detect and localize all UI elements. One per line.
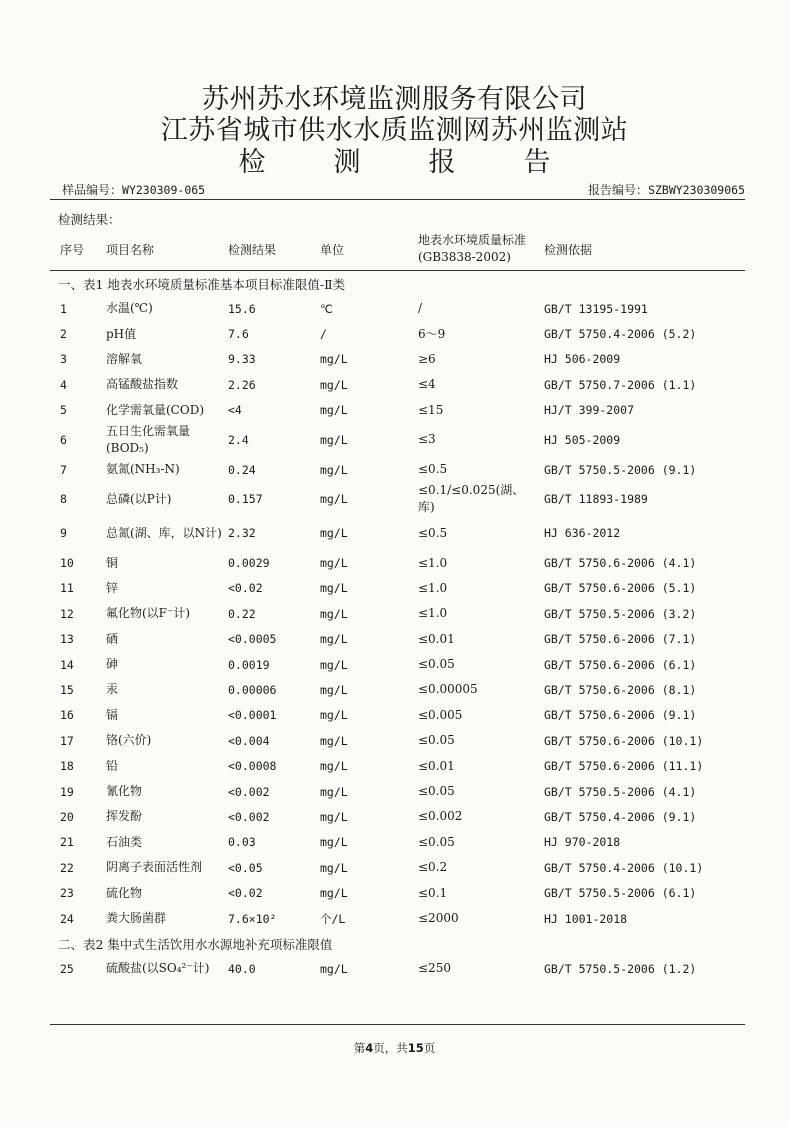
table-row	[50, 880, 745, 905]
table-row	[50, 576, 745, 601]
cell-no: 18	[60, 759, 74, 774]
table-row	[50, 804, 745, 829]
cell-method: HJ 505-2009	[544, 432, 621, 447]
sample-number	[62, 181, 205, 198]
cell-limit: ≤4	[418, 377, 436, 392]
cell-limit: ≤2000	[418, 911, 459, 925]
cell-result: 40.0	[228, 961, 256, 976]
cell-unit: mg/L	[320, 759, 348, 774]
report-number-value: SZBWY230309065	[648, 183, 745, 197]
report-title	[0, 146, 789, 180]
cell-no: 23	[60, 886, 74, 901]
cell-method: GB/T 5750.4-2006 (5.2)	[544, 327, 697, 342]
cell-unit: mg/L	[320, 632, 348, 647]
cell-name: 总氮(湖、库，以N计)	[106, 525, 222, 540]
cell-unit: mg/L	[320, 377, 348, 392]
cell-no: 5	[60, 403, 67, 418]
cell-method: GB/T 5750.5-2006 (1.2)	[544, 961, 697, 976]
table-row	[50, 652, 745, 677]
table-header-row	[50, 228, 745, 271]
table-row	[50, 956, 745, 981]
cell-limit: 6～9	[418, 326, 446, 341]
table-row	[50, 550, 745, 575]
cell-limit: ≤1.0	[418, 606, 448, 621]
cell-result: 9.33	[228, 352, 256, 367]
cell-method: GB/T 5750.6-2006 (4.1)	[544, 556, 697, 571]
table-row	[50, 677, 745, 702]
page-footer	[0, 1040, 789, 1056]
cell-method: GB/T 5750.6-2006 (11.1)	[544, 759, 704, 774]
cell-method: GB/T 5750.6-2006 (6.1)	[544, 657, 697, 672]
cell-no: 19	[60, 784, 74, 799]
cell-limit: ≤0.05	[418, 657, 455, 672]
section-title-row	[50, 271, 745, 296]
cell-no: 4	[60, 377, 67, 392]
cell-no: 10	[60, 556, 74, 571]
cell-result: <4	[228, 403, 242, 418]
cell-method: HJ 506-2009	[544, 352, 621, 367]
sample-number-value: WY230309-065	[122, 183, 206, 197]
cell-limit: ≤1.0	[418, 580, 448, 595]
report-title-char: 测	[333, 147, 361, 178]
cell-no: 21	[60, 835, 74, 850]
cell-unit: mg/L	[320, 606, 348, 621]
cell-result: 0.157	[228, 492, 263, 507]
table-row	[50, 906, 745, 931]
cell-method: HJ 636-2012	[544, 526, 621, 541]
cell-no: 9	[60, 526, 67, 541]
cell-unit: mg/L	[320, 809, 348, 824]
cell-no: 14	[60, 657, 74, 672]
cell-unit: mg/L	[320, 961, 348, 976]
cell-no: 22	[60, 860, 74, 875]
cell-limit: ≤0.05	[418, 784, 455, 799]
table-row	[50, 347, 745, 372]
cell-name: 水温(℃)	[106, 301, 153, 316]
cell-name: 氨氮(NH₃-N)	[106, 462, 180, 477]
report-title-char: 检	[238, 147, 266, 178]
cell-no: 3	[60, 352, 67, 367]
cell-no: 12	[60, 606, 74, 621]
cell-unit: mg/L	[320, 556, 348, 571]
cell-result: 7.6	[228, 327, 249, 342]
cell-no: 25	[60, 961, 74, 976]
cell-limit: ≥6	[418, 351, 436, 366]
cell-name: 粪大肠菌群	[106, 911, 167, 925]
cell-unit: mg/L	[320, 526, 348, 541]
cell-method: GB/T 5750.6-2006 (7.1)	[544, 632, 697, 647]
footer-suffix: 页	[423, 1041, 436, 1055]
cell-name: 硫酸盐(以SO₄²⁻计)	[106, 961, 210, 976]
cell-name: 石油类	[106, 834, 143, 849]
cell-unit: mg/L	[320, 657, 348, 672]
cell-limit: ≤0.002	[418, 809, 463, 824]
cell-no: 2	[60, 327, 67, 342]
cell-result: 0.0029	[228, 556, 270, 571]
cell-result: 2.32	[228, 526, 256, 541]
cell-unit: mg/L	[320, 492, 348, 507]
cell-result: 0.22	[228, 606, 256, 621]
cell-unit: mg/L	[320, 462, 348, 477]
cell-unit: mg/L	[320, 886, 348, 901]
header-divider	[50, 199, 745, 200]
cell-name: 锌	[106, 580, 119, 595]
cell-unit: mg/L	[320, 860, 348, 875]
cell-unit: mg/L	[320, 352, 348, 367]
cell-no: 7	[60, 462, 67, 477]
cell-unit: mg/L	[320, 581, 348, 596]
header-name: 项目名称	[106, 242, 155, 257]
cell-name: 铜	[106, 555, 119, 570]
header-method: 检测依据	[544, 242, 593, 257]
cell-result: 0.00006	[228, 682, 277, 697]
cell-result: 0.0019	[228, 657, 270, 672]
cell-unit: mg/L	[320, 708, 348, 723]
table-row	[50, 855, 745, 880]
cell-result: 2.26	[228, 377, 256, 392]
cell-name: 硫化物	[106, 885, 143, 900]
table-row	[50, 753, 745, 778]
cell-name: 铬(六价)	[106, 733, 152, 748]
cell-limit: ≤1.0	[418, 555, 448, 570]
cell-result: <0.02	[228, 581, 263, 596]
footer-page: 4	[365, 1041, 374, 1055]
cell-name: 镉	[106, 707, 119, 722]
cell-no: 20	[60, 809, 74, 824]
results-table	[50, 228, 745, 982]
cell-limit: ≤0.2	[418, 860, 448, 875]
cell-unit: ℃	[320, 301, 333, 316]
table-row	[50, 423, 745, 457]
cell-unit: 个/L	[320, 911, 346, 926]
cell-name: 溶解氧	[106, 351, 143, 366]
cell-name: 氰化物	[106, 784, 143, 799]
cell-method: GB/T 5750.7-2006 (1.1)	[544, 377, 697, 392]
cell-result: <0.0001	[228, 708, 277, 723]
cell-method: GB/T 13195-1991	[544, 301, 648, 316]
report-number	[588, 181, 745, 198]
cell-limit: ≤15	[418, 402, 444, 417]
cell-name: 五日生化需氧量(BOD₅)	[106, 423, 191, 455]
table-row	[50, 457, 745, 482]
cell-name: 化学需氧量(COD)	[106, 402, 205, 417]
cell-method: GB/T 11893-1989	[544, 492, 648, 507]
cell-name: pH值	[106, 326, 137, 341]
report-header	[0, 84, 789, 180]
table-row	[50, 830, 745, 855]
cell-unit: mg/L	[320, 733, 348, 748]
cell-no: 24	[60, 911, 74, 926]
cell-method: GB/T 5750.6-2006 (8.1)	[544, 682, 697, 697]
cell-limit: ≤0.00005	[418, 682, 478, 697]
cell-no: 8	[60, 492, 67, 507]
cell-unit: /	[320, 327, 327, 342]
cell-unit: mg/L	[320, 403, 348, 418]
cell-limit: ≤0.1	[418, 885, 448, 900]
table-row	[50, 321, 745, 346]
cell-method: GB/T 5750.5-2006 (6.1)	[544, 886, 697, 901]
cell-result: 15.6	[228, 301, 256, 316]
table-row	[50, 728, 745, 753]
cell-result: <0.002	[228, 809, 270, 824]
cell-name: 高锰酸盐指数	[106, 377, 179, 392]
cell-limit: ≤0.5	[418, 525, 448, 540]
footer-divider	[50, 1024, 745, 1025]
cell-limit: ≤0.1/≤0.025(湖、库)	[418, 483, 525, 515]
cell-unit: mg/L	[320, 784, 348, 799]
section-title-row	[50, 931, 745, 956]
station-name: 江苏省城市供水水质监测网苏州监测站	[160, 115, 629, 146]
cell-name: 铅	[106, 758, 119, 773]
cell-limit: ≤0.01	[418, 758, 455, 773]
table-row	[50, 516, 745, 550]
cell-method: GB/T 5750.4-2006 (9.1)	[544, 809, 697, 824]
cell-name: 挥发酚	[106, 809, 143, 824]
cell-method: GB/T 5750.6-2006 (10.1)	[544, 733, 704, 748]
cell-name: 汞	[106, 682, 119, 697]
cell-no: 1	[60, 301, 67, 316]
header-result: 检测结果	[228, 242, 277, 257]
cell-no: 16	[60, 708, 74, 723]
cell-result: <0.002	[228, 784, 270, 799]
cell-method: HJ 970-2018	[544, 835, 621, 850]
report-title-char: 告	[523, 147, 551, 178]
table-row	[50, 398, 745, 423]
cell-limit: ≤0.005	[418, 707, 463, 722]
cell-unit: mg/L	[320, 682, 348, 697]
cell-no: 6	[60, 432, 67, 447]
cell-result: <0.02	[228, 886, 263, 901]
table-row	[50, 627, 745, 652]
cell-method: GB/T 5750.5-2006 (9.1)	[544, 462, 697, 477]
cell-result: <0.0005	[228, 632, 277, 647]
header-no: 序号	[60, 242, 85, 257]
cell-result: <0.0008	[228, 759, 277, 774]
report-number-label: 报告编号：	[588, 183, 649, 197]
cell-method: HJ/T 399-2007	[544, 403, 635, 418]
table-row	[50, 779, 745, 804]
cell-no: 15	[60, 682, 74, 697]
results-label: 检测结果：	[58, 212, 121, 227]
section-title: 一、表1 地表水环境质量标准基本项目标准限值-Ⅱ类	[58, 276, 346, 292]
cell-limit: ≤0.01	[418, 631, 455, 646]
cell-result: <0.05	[228, 860, 263, 875]
cell-method: GB/T 5750.6-2006 (5.1)	[544, 581, 697, 596]
cell-name: 阴离子表面活性剂	[106, 860, 203, 875]
cell-no: 13	[60, 632, 74, 647]
footer-prefix: 第	[353, 1041, 366, 1055]
cell-method: GB/T 5750.4-2006 (10.1)	[544, 860, 704, 875]
header-unit: 单位	[320, 242, 345, 257]
table-row	[50, 372, 745, 397]
cell-limit: ≤0.5	[418, 462, 448, 477]
cell-method: GB/T 5750.5-2006 (3.2)	[544, 606, 697, 621]
cell-unit: mg/L	[320, 835, 348, 850]
cell-limit: ≤3	[418, 432, 436, 447]
cell-method: GB/T 5750.5-2006 (4.1)	[544, 784, 697, 799]
cell-unit: mg/L	[320, 432, 348, 447]
cell-limit: ≤0.05	[418, 834, 455, 849]
cell-no: 17	[60, 733, 74, 748]
cell-name: 氟化物(以F⁻计)	[106, 606, 191, 621]
company-name: 苏州苏水环境监测服务有限公司	[202, 84, 587, 115]
footer-middle: 页，共	[373, 1041, 408, 1055]
cell-result: <0.004	[228, 733, 270, 748]
cell-method: HJ 1001-2018	[544, 911, 628, 926]
cell-limit: /	[418, 301, 423, 316]
sample-number-label: 样品编号：	[62, 183, 123, 197]
cell-result: 0.03	[228, 835, 256, 850]
footer-total: 15	[407, 1041, 424, 1055]
cell-name: 砷	[106, 657, 119, 672]
cell-limit: ≤250	[418, 961, 451, 976]
table-row	[50, 482, 745, 516]
cell-result: 2.4	[228, 432, 249, 447]
cell-limit: ≤0.05	[418, 733, 455, 748]
table-row	[50, 296, 745, 321]
cell-result: 7.6×10²	[228, 911, 277, 926]
cell-name: 硒	[106, 631, 119, 646]
cell-result: 0.24	[228, 462, 256, 477]
table-row	[50, 601, 745, 626]
table-row	[50, 703, 745, 728]
cell-name: 总磷(以P计)	[106, 491, 172, 506]
header-limit: 地表水环境质量标准(GB3838-2002)	[418, 233, 527, 264]
cell-no: 11	[60, 581, 74, 596]
section-title: 二、表2 集中式生活饮用水水源地补充项标准限值	[58, 936, 333, 952]
cell-method: GB/T 5750.6-2006 (9.1)	[544, 708, 697, 723]
report-title-char: 报	[428, 147, 456, 178]
